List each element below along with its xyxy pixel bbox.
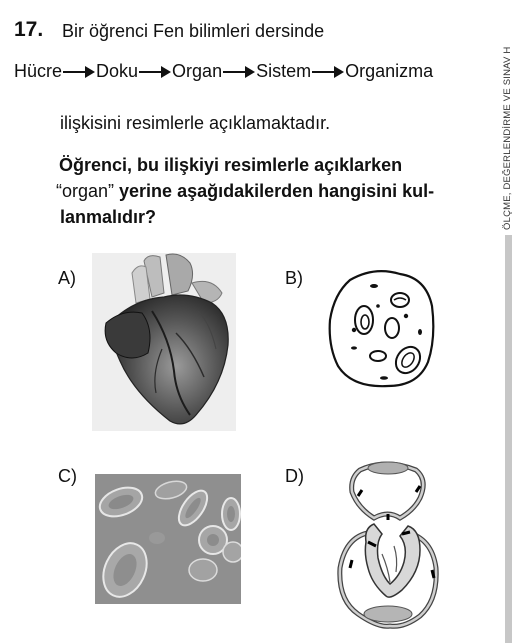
arrow-right-icon	[312, 66, 344, 78]
option-b-cell-image[interactable]	[328, 268, 436, 390]
sidebar-text: ÖLÇME, DEĞERLENDİRME VE SINAV H	[502, 46, 513, 230]
option-d-circulatory-system-image[interactable]	[328, 458, 446, 638]
option-a-label: A)	[58, 268, 76, 288]
chain-item-doku: Doku	[96, 61, 139, 81]
chain-item-hucre: Hücre	[14, 61, 63, 81]
option-d-label: D)	[285, 466, 304, 486]
question-number: 17.	[14, 18, 44, 41]
arrow-right-icon	[63, 66, 95, 78]
relation-chain	[14, 61, 433, 82]
sidebar-strip	[502, 0, 516, 643]
arrow-right-icon	[223, 66, 255, 78]
prompt-line-2	[56, 178, 476, 204]
relation-text: ilişkisini resimlerle açıklamaktadır.	[60, 113, 331, 133]
prompt-line-3: lanmalıdır?	[60, 207, 157, 227]
option-b-label: B)	[285, 268, 303, 288]
chain-item-sistem: Sistem	[256, 61, 312, 81]
prompt-quote: “organ”	[56, 181, 115, 201]
prompt-line-1: Öğrenci, bu ilişkiyi resimlerle açıklarken	[59, 155, 403, 175]
chain-item-organ: Organ	[172, 61, 223, 81]
arrow-right-icon	[139, 66, 171, 78]
option-a-heart-image[interactable]	[92, 253, 236, 431]
option-c-label: C)	[58, 466, 77, 486]
sidebar-bar	[505, 235, 512, 643]
question-prompt	[56, 152, 476, 230]
question-intro: Bir öğrenci Fen bilimleri dersinde	[62, 21, 325, 41]
chain-item-organizma: Organizma	[345, 61, 434, 81]
prompt-line-2-rest: yerine aşağıdakilerden hangisini kul-	[114, 181, 435, 201]
option-c-blood-cells-image[interactable]	[95, 474, 241, 604]
